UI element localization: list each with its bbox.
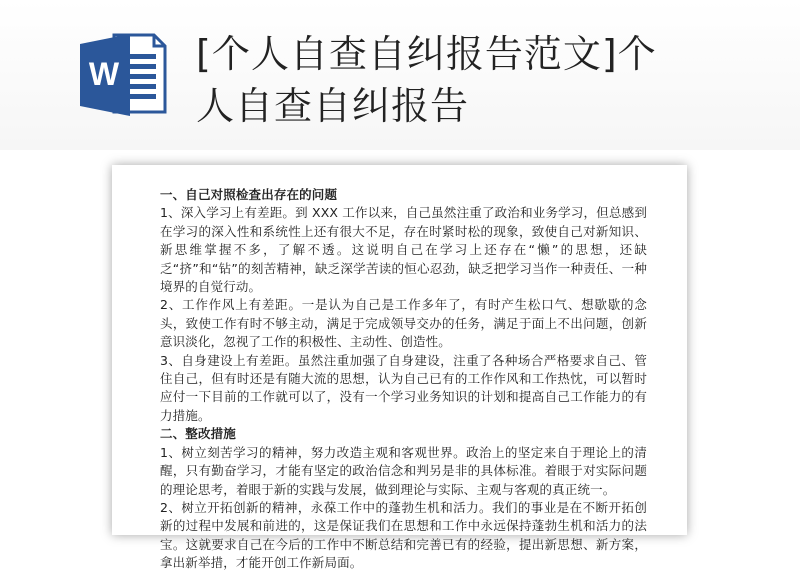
document-body: [160, 186, 647, 573]
header-banner: [0, 0, 800, 150]
word-document-icon: [76, 32, 168, 118]
paragraph: 1、树立刻苦学习的精神，努力改造主观和客观世界。政治上的坚定来自于理论上的清醒，只有勤奋学习，才能有坚定的政治信念和判另是非的具体标准。着眼于对实际问题的理论思考，着眼于新的实践与发展，做到理论与实际、主观与客观的真正统一。: [160, 444, 647, 497]
paragraph: 2、工作作风上有差距。一是认为自己是工作多年了，有时产生松口气、想歇歇的念头，致使工作有时不够主动，满足于完成领导交办的任务，满足于面上不出问题，创新意识淡化，忽视了工作的积极性、主动性、创造性。: [160, 297, 647, 350]
section-heading: 二、整改措施: [160, 426, 236, 442]
paragraph: 1、深入学习上有差距。到 XXX 工作以来，自己虽然注重了政治和业务学习，但总感到在学习的深入性和系统性上还有很大不足，存在时紧时松的现象，致使自己对新知识、新思维掌握不多，了解不透。这说明自己在学习上还存在“懒”的思想，还缺乏“挤”和“钻”的刻苦精神，缺乏深学苦读的恒心忍劲，缺乏把学习当作一种责任、一种境界的自觉行动。: [160, 205, 647, 295]
paragraph: 3、自身建设上有差距。虽然注重加强了自身建设，注重了各种场合严格要求自己、管住自己，但有时还是有随大流的思想，认为自己已有的工作作风和工作热忱，可以暂时应付一下目前的工作就可以了，没有一个学习业务知识的计划和提高自己工作能力的有力措施。: [160, 352, 647, 423]
paragraph: 2、树立开拓创新的精神，永葆工作中的蓬勃生机和活力。我们的事业是在不断开拓创新的过程中发展和前进的，这是保证我们在思想和工作中永远保持蓬勃生机和活力的法宝。这就要求自己在今后的工作中不断总结和完善已有的经验，提出新思想、新方案，拿出新举措，才能开创工作新局面。: [160, 499, 647, 571]
word-icon-letter: W: [88, 56, 120, 92]
page-title: [个人自查自纠报告范文]个人自查自纠报告: [196, 32, 657, 128]
section-heading: 一、自己对照检查出存在的问题: [160, 187, 338, 202]
